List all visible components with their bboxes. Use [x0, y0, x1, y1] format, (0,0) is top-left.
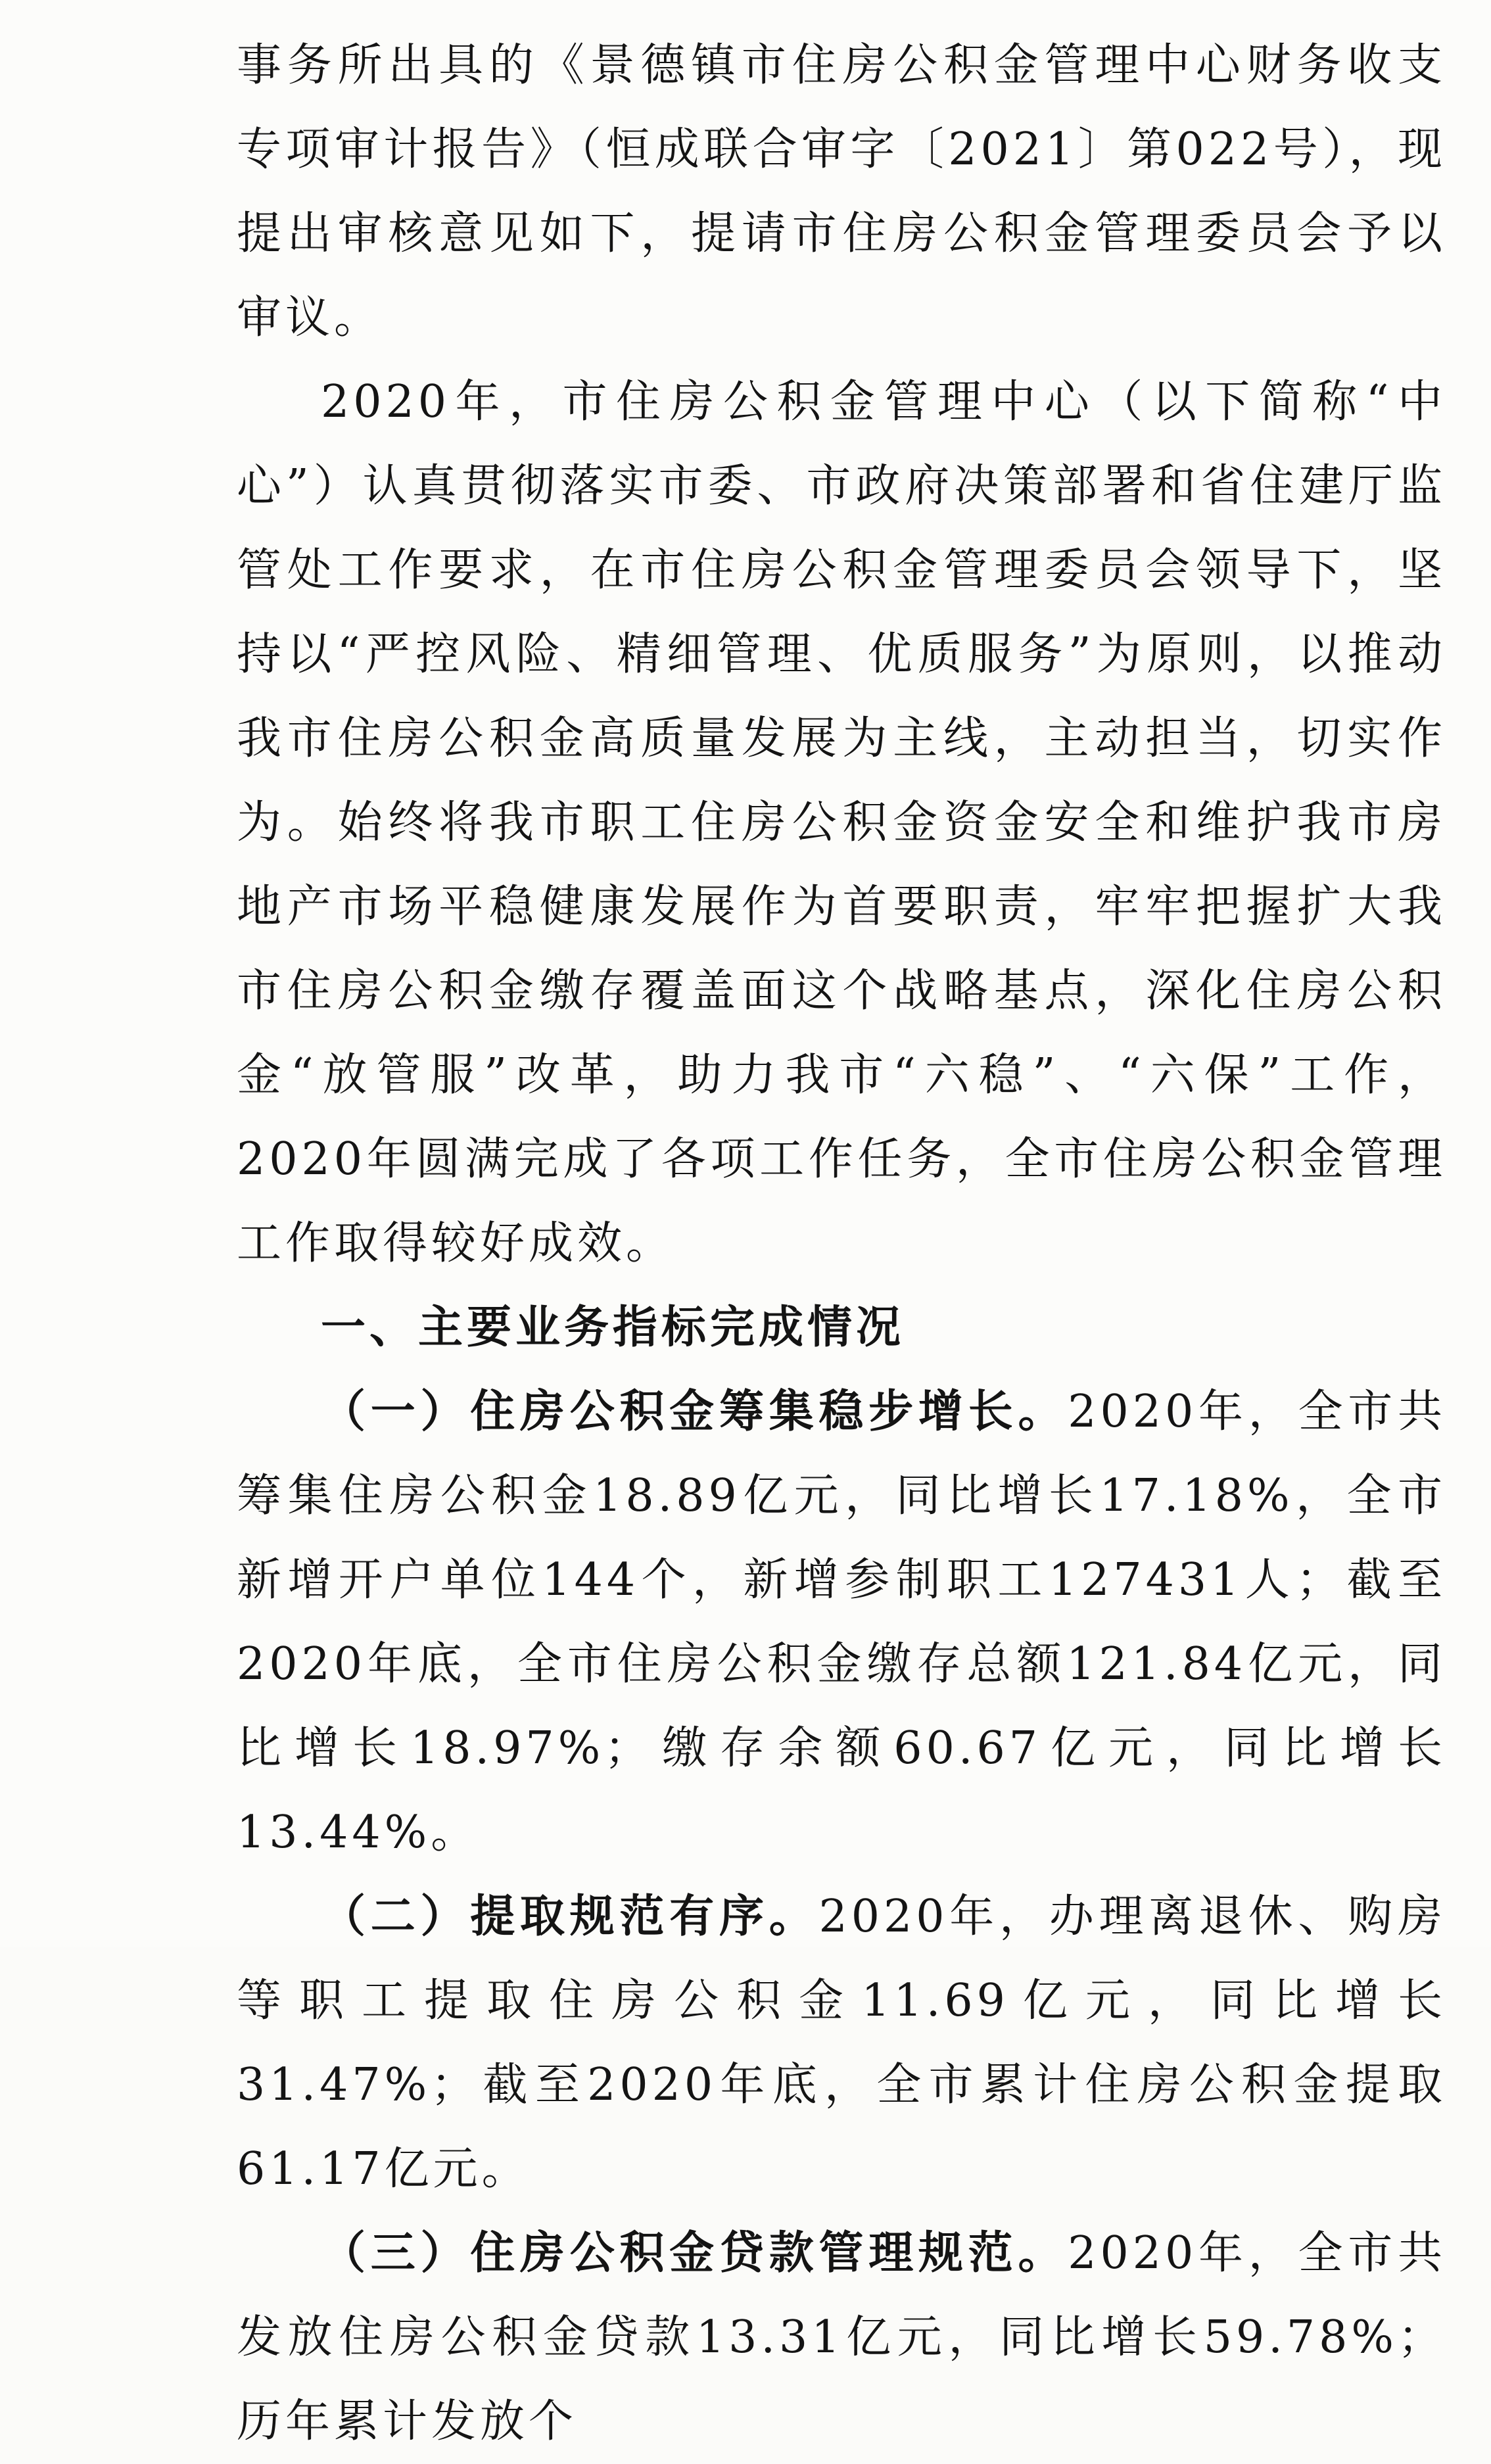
subheading-loan-management: （三）住房公积金贷款管理规范。	[321, 2227, 1068, 2279]
loan-management-text: 2020年，全市共发放住房公积金贷款13.31亿元，同比增长59.78%；历年累计发放个	[237, 2227, 1446, 2448]
withdrawal-text: 2020年，办理离退休、购房等职工提取住房公积金11.69亿元，同比增长31.47%；截至2020年底，全市累计住房公积金提取61.17亿元。	[237, 1891, 1446, 2195]
document-body	[237, 24, 1446, 2464]
subheading-withdrawal: （二）提取规范有序。	[321, 1891, 819, 1943]
paragraph-audit-report-reference: 事务所出具的《景德镇市住房公积金管理中心财务收支专项审计报告》（恒成联合审字〔2021〕第022号），现提出审核意见如下，提请市住房公积金管理委员会予以审议。	[237, 39, 1446, 344]
paragraph-2020-overview: 2020年，市住房公积金管理中心（以下简称“中心”）认真贯彻落实市委、市政府决策部署和省住建厅监管处工作要求，在市住房公积金管理委员会领导下，坚持以“严控风险、精细管理、优质服务”为原则，以推动我市住房公积金高质量发展为主线，主动担当，切实作为。始终将我市职工住房公积金资金安全和维护我市房地产市场平稳健康发展作为首要职责，牢牢把握扩大我市住房公积金缴存覆盖面这个战略基点，深化住房公积金“放管服”改革，助力我市“六稳”、“六保”工作，2020年圆满完成了各项工作任务，全市住房公积金管理工作取得较好成效。	[237, 376, 1446, 1269]
paragraph-withdrawal	[237, 1875, 1446, 2212]
fund-raising-text: 2020年，全市共筹集住房公积金18.89亿元，同比增长17.18%，全市新增开户单位144个，新增参制职工127431人；截至2020年底，全市住房公积金缴存总额121.84亿元，同比增长18.97%；缴存余额60.67亿元，同比增长13.44%。	[237, 1386, 1446, 1859]
paragraph-loan-management	[237, 2212, 1446, 2464]
paragraph-fund-raising	[237, 1370, 1446, 1875]
subheading-fund-raising: （一）住房公积金筹集稳步增长。	[321, 1386, 1068, 1438]
section-heading-main-indicators: 一、主要业务指标完成情况	[321, 1302, 905, 1354]
